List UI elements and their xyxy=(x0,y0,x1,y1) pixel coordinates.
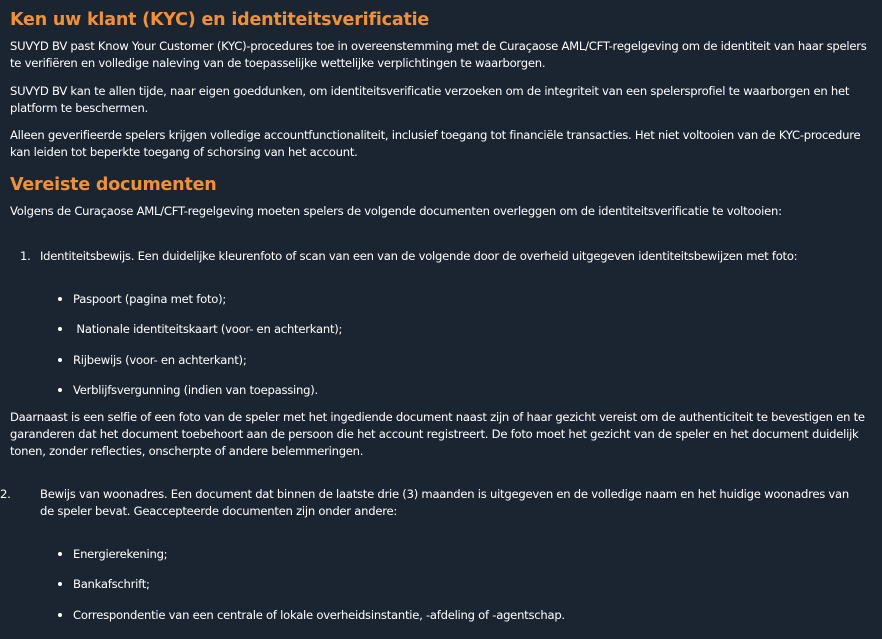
bullet-text: Rijbewijs (voor- en achterkant); xyxy=(73,353,247,367)
required-documents-intro: Volgens de Curaçaose AML/CFT-regelgeving moeten spelers de volgende documenten overleggen om de identiteitsverificatie te voltooien: xyxy=(10,204,782,218)
bullet-text: Paspoort (pagina met foto); xyxy=(73,292,227,306)
list-item-address-proof xyxy=(0,486,860,520)
list-item-text: Identiteitsbewijs. Een duidelijke kleurenfoto of scan van een van de volgende door de overheid uitgegeven identiteitsbewijzen met foto: xyxy=(40,249,798,263)
bullet-item xyxy=(58,291,226,308)
bullet-item xyxy=(58,321,342,338)
bullet-icon xyxy=(58,297,62,301)
bullet-item xyxy=(58,576,150,593)
bullet-text: Energierekening; xyxy=(73,547,168,561)
kyc-intro-paragraph-2: SUVYD BV kan te allen tijde, naar eigen goeddunken, om identiteitsverificatie verzoeken om de integriteit van een spelersprofiel te waarborgen en het platform te beschermen. xyxy=(10,84,850,115)
list-number: 2. xyxy=(0,487,11,501)
selfie-requirement-paragraph: Daarnaast is een selfie of een foto van de speler met het ingediende document naast zijn of haar gezicht vereist om de authenticiteit te bevestigen en te garanderen dat het document toebehoort aan de persoon die het account registreert. De foto moet het gezicht van de speler en het document duidelijk tonen, zonder reflecties, onscherpte of andere belemmeringen. xyxy=(10,410,865,458)
bullet-icon xyxy=(58,613,62,617)
list-item-text: Bewijs van woonadres. Een document dat binnen de laatste drie (3) maanden is uitgegeven en de volledige naam en het huidige woonadres van de speler bevat. Geaccepteerde documenten zijn onder andere: xyxy=(40,487,849,518)
kyc-intro-paragraph-3: Alleen geverifieerde spelers krijgen volledige accountfunctionaliteit, inclusief toegang tot financiële transacties. Het niet voltooien van de KYC-procedure kan leiden tot beperkte toegang of schorsing van het account. xyxy=(10,128,861,159)
bullet-icon xyxy=(58,388,62,392)
kyc-intro-paragraph-1: SUVYD BV past Know Your Customer (KYC)-procedures toe in overeenstemming met de Curaçaose AML/CFT-regelgeving om de identiteit van haar spelers te verifiëren en volledige naleving van de toepasselijke wettelijke verplichtingen te waarborgen. xyxy=(10,39,867,70)
bullet-item xyxy=(58,352,246,369)
bullet-text: Nationale identiteitskaart (voor- en achterkant); xyxy=(73,322,343,336)
bullet-icon xyxy=(58,552,62,556)
bullet-icon xyxy=(58,327,62,331)
bullet-item xyxy=(58,382,318,399)
required-documents-heading: Vereiste documenten xyxy=(10,175,217,195)
bullet-text: Bankafschrift; xyxy=(73,577,150,591)
bullet-item xyxy=(58,607,565,624)
list-number: 1. xyxy=(20,249,31,263)
bullet-item xyxy=(58,546,167,563)
kyc-heading: Ken uw klant (KYC) en identiteitsverificatie xyxy=(10,10,430,30)
bullet-text: Verblijfsvergunning (indien van toepassing). xyxy=(73,383,318,397)
bullet-text: Correspondentie van een centrale of lokale overheidsinstantie, -afdeling of -agentschap. xyxy=(73,608,565,622)
bullet-icon xyxy=(58,582,62,586)
list-item-identity-proof xyxy=(20,248,860,265)
bullet-icon xyxy=(58,358,62,362)
